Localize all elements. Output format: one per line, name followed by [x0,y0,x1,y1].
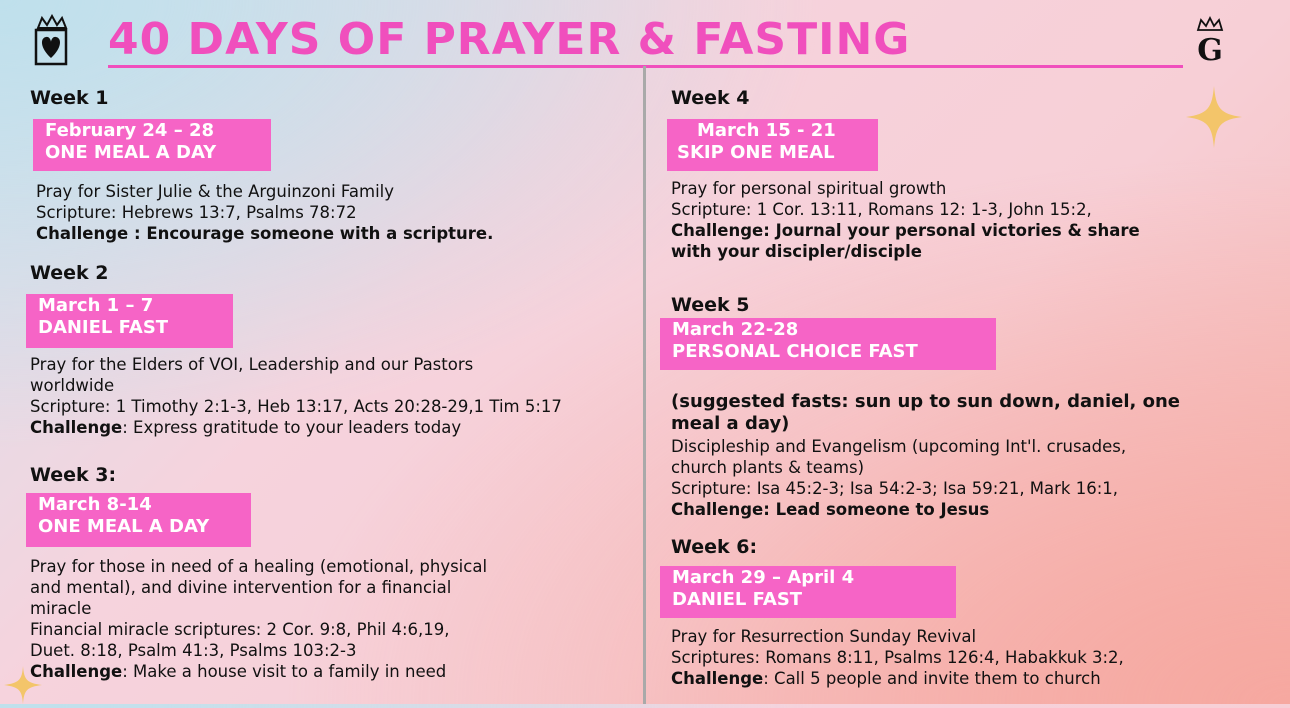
week-5-details [671,436,1126,520]
challenge-label: Challenge : [36,224,141,243]
week-6-heading: Week 6: [671,536,758,558]
week-4-scripture: Scripture: 1 Cor. 13:11, Romans 12: 1-3, John 15:2, [671,200,1092,219]
week-6-details [671,626,1124,689]
week-5-dates: March 22-28 [672,319,799,340]
week-4-fast-type: SKIP ONE MEAL [677,142,835,163]
week-3-fast-type: ONE MEAL A DAY [38,516,210,537]
challenge-label: Challenge [671,669,764,688]
week-3-fast-tag [26,493,251,547]
week-6-challenge-text: : Call 5 people and invite them to church [763,669,1101,688]
sparkle-star-icon [1186,86,1242,152]
week-6-challenge [671,668,1124,689]
page-title: 40 DAYS OF PRAYER & FASTING [108,16,1183,68]
week-1-challenge-text: Encourage someone with a scripture. [140,224,494,243]
week-4-details [671,178,1140,262]
week-5-prayer-line-1: Discipleship and Evangelism (upcoming Int'l. crusades, [671,437,1127,456]
week-5-fast-tag [660,318,996,370]
crowned-heart-logo-icon [30,14,74,66]
week-5-suggested-line-2: meal a day) [671,413,790,434]
week-2-prayer-line-2: worldwide [30,376,115,395]
week-1-fast-tag [33,119,271,171]
week-3-dates: March 8-14 [38,494,152,515]
challenge-label: Challenge [30,418,123,437]
week-3-challenge-text: : Make a house visit to a family in need [122,662,447,681]
week-4-fast-tag [667,119,878,171]
week-5-challenge [671,499,1126,520]
week-1-details [36,181,493,244]
week-3-scripture-line-2: Duet. 8:18, Psalm 41:3, Psalms 103:2-3 [30,641,357,660]
week-5-challenge-text: Lead someone to Jesus [769,500,990,519]
week-3-prayer-line-1: Pray for those in need of a healing (emotional, physical [30,557,488,576]
crowned-g-logo-icon [1188,14,1232,66]
week-5-suggested-fasts [671,391,1180,435]
week-3-prayer-line-3: miracle [30,599,92,618]
week-4-challenge-text-1: Journal your personal victories & share [769,221,1140,240]
week-2-challenge [30,417,612,438]
week-2-details [30,354,612,438]
week-5-heading: Week 5 [671,294,750,316]
week-6-scripture: Scriptures: Romans 8:11, Psalms 126:4, Habakkuk 3:2, [671,648,1124,667]
week-5-scripture: Scripture: Isa 45:2-3; Isa 54:2-3; Isa 59:21, Mark 16:1, [671,479,1119,498]
week-6-fast-type: DANIEL FAST [672,589,803,610]
week-1-dates: February 24 – 28 [45,120,215,141]
challenge-label: Challenge: [671,500,770,519]
week-6-prayer: Pray for Resurrection Sunday Revival [671,627,977,646]
week-4-challenge-text-2: with your discipler/disciple [671,242,922,261]
week-5-suggested-line-1: (suggested fasts: sun up to sun down, daniel, one [671,391,1180,412]
week-2-fast-type: DANIEL FAST [38,317,169,338]
week-3-heading: Week 3: [30,464,117,486]
week-5-prayer-line-2: church plants & teams) [671,458,865,477]
week-4-challenge-line-2 [671,241,1140,262]
week-2-fast-tag [26,294,233,348]
week-1-prayer: Pray for Sister Julie & the Arguinzoni Family [36,182,395,201]
week-6-fast-tag [660,566,956,618]
week-1-challenge [36,223,493,244]
week-2-dates: March 1 – 7 [38,295,154,316]
week-1-scripture: Scripture: Hebrews 13:7, Psalms 78:72 [36,203,357,222]
week-2-prayer-line-1: Pray for the Elders of VOI, Leadership and our Pastors [30,355,474,374]
week-2-challenge-text: : Express gratitude to your leaders today [122,418,462,437]
column-divider [643,66,646,704]
week-6-dates: March 29 – April 4 [672,567,855,588]
week-1-heading: Week 1 [30,87,109,109]
challenge-label: Challenge: [671,221,770,240]
week-1-fast-type: ONE MEAL A DAY [45,142,217,163]
week-3-scripture-line-1: Financial miracle scriptures: 2 Cor. 9:8, Phil 4:6,19, [30,620,450,639]
challenge-label: Challenge [30,662,123,681]
week-2-scripture: Scripture: 1 Timothy 2:1-3, Heb 13:17, Acts 20:28-29,1 Tim 5:17 [30,397,562,416]
svg-text:G: G [1197,33,1223,66]
week-3-challenge [30,661,596,682]
week-3-details [30,556,596,682]
week-4-dates: March 15 - 21 [697,120,836,141]
week-3-prayer-line-2: and mental), and divine intervention for a financial [30,578,452,597]
week-4-prayer: Pray for personal spiritual growth [671,179,947,198]
week-2-heading: Week 2 [30,262,109,284]
week-4-challenge-line-1 [671,220,1140,241]
week-4-heading: Week 4 [671,87,750,109]
week-5-fast-type: PERSONAL CHOICE FAST [672,341,918,362]
